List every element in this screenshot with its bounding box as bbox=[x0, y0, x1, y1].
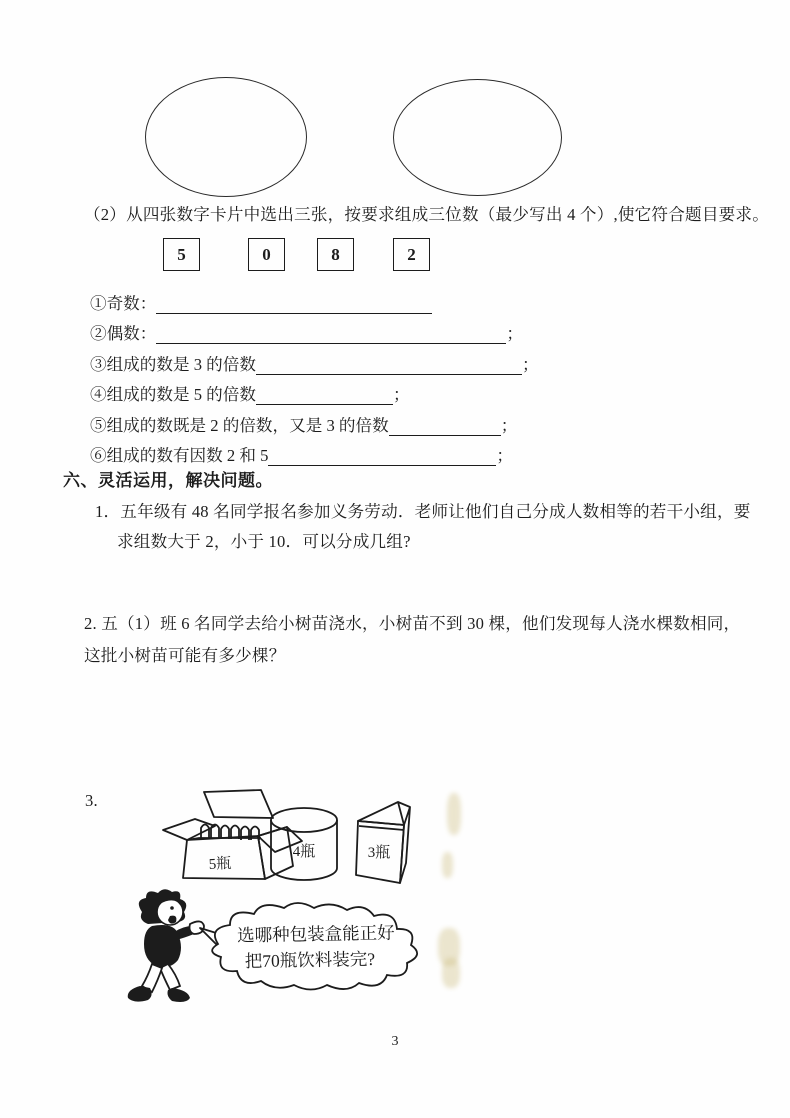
answer-ellipse-right bbox=[393, 79, 562, 196]
cylinder-capacity-label: 4瓶 bbox=[292, 844, 316, 860]
blank-row-even bbox=[90, 320, 523, 344]
problem2-line2: 这批小树苗可能有多少棵？ bbox=[84, 646, 286, 665]
scan-artifact bbox=[442, 958, 460, 988]
scan-artifact bbox=[442, 852, 453, 878]
digit-card-2 bbox=[393, 238, 430, 271]
blank-line bbox=[256, 387, 393, 405]
blank-row-multiple-of-3-tail: ； bbox=[521, 355, 539, 374]
cylinder-icon bbox=[268, 806, 340, 884]
speech-bubble-figure bbox=[198, 896, 428, 996]
problem1-line1: 1．五年级有 48 名同学报名参加义务劳动．老师让他们自己分成人数相等的若干小组，要 bbox=[95, 502, 751, 521]
digit-card-8-value: 8 bbox=[331, 244, 340, 264]
blank-row-multiple-of-3-label: ③组成的数是 3 的倍数 bbox=[90, 355, 256, 374]
prism-capacity-label: 3瓶 bbox=[367, 845, 391, 861]
blank-row-multiple-of-5-tail: ； bbox=[392, 385, 410, 404]
digit-card-0 bbox=[248, 238, 285, 271]
blank-line bbox=[268, 448, 496, 466]
problem1-line2: 求组数大于 2，小于 10．可以分成几组? bbox=[117, 532, 411, 551]
scan-artifact bbox=[447, 793, 461, 835]
blank-row-multiple-of-5 bbox=[90, 381, 410, 405]
digit-card-5 bbox=[163, 238, 200, 271]
blank-row-multiple-of-2-and-3-label: ⑤组成的数既是 2 的倍数，又是 3 的倍数 bbox=[90, 416, 389, 435]
blank-line bbox=[156, 296, 432, 314]
digit-card-0-value: 0 bbox=[262, 244, 271, 264]
page-number: 3 bbox=[391, 1034, 399, 1049]
blank-row-multiple-of-2-and-3-tail: ； bbox=[500, 416, 518, 435]
box-capacity-label: 5瓶 bbox=[208, 855, 232, 873]
triangular-prism-icon bbox=[352, 797, 416, 887]
digit-card-8 bbox=[317, 238, 354, 271]
cylinder-figure bbox=[268, 806, 340, 884]
prism-figure bbox=[352, 797, 416, 887]
blank-row-multiple-of-3 bbox=[90, 351, 539, 375]
blank-row-multiple-of-5-label: ④组成的数是 5 的倍数 bbox=[90, 385, 256, 404]
question2-prompt: （2）从四张数字卡片中选出三张，按要求组成三位数（最少写出 4 个）,使它符合题目要求。 bbox=[84, 205, 769, 224]
blank-row-factors-2-and-5 bbox=[90, 442, 513, 466]
digit-card-5-value: 5 bbox=[177, 244, 186, 264]
digit-card-2-value: 2 bbox=[407, 244, 416, 264]
bubble-text-line2: 把70瓶饮料装完? bbox=[244, 948, 376, 972]
blank-line bbox=[256, 357, 522, 375]
bubble-text-line1: 选哪种包装盒能正好 bbox=[236, 922, 395, 946]
speech-bubble bbox=[198, 896, 428, 996]
blank-row-multiple-of-2-and-3 bbox=[90, 412, 517, 436]
blank-row-odd bbox=[90, 290, 432, 314]
blank-row-factors-2-and-5-label: ⑥组成的数有因数 2 和 5 bbox=[90, 446, 269, 465]
blank-row-odd-label: ①奇数： bbox=[90, 294, 157, 313]
blank-line bbox=[389, 418, 501, 436]
section-six-heading: 六、灵活运用，解决问题。 bbox=[63, 471, 273, 490]
blank-line bbox=[156, 326, 506, 344]
problem3-number: 3. bbox=[85, 791, 98, 810]
answer-ellipse-left bbox=[145, 77, 307, 197]
blank-row-even-tail: ； bbox=[506, 324, 523, 343]
problem2-line1: 2. 五（1）班 6 名同学去给小树苗浇水，小树苗不到 30 棵，他们发现每人浇水棵数相同， bbox=[84, 614, 741, 633]
blank-row-even-label: ②偶数： bbox=[90, 324, 157, 343]
blank-row-factors-2-and-5-tail: ； bbox=[496, 446, 513, 465]
